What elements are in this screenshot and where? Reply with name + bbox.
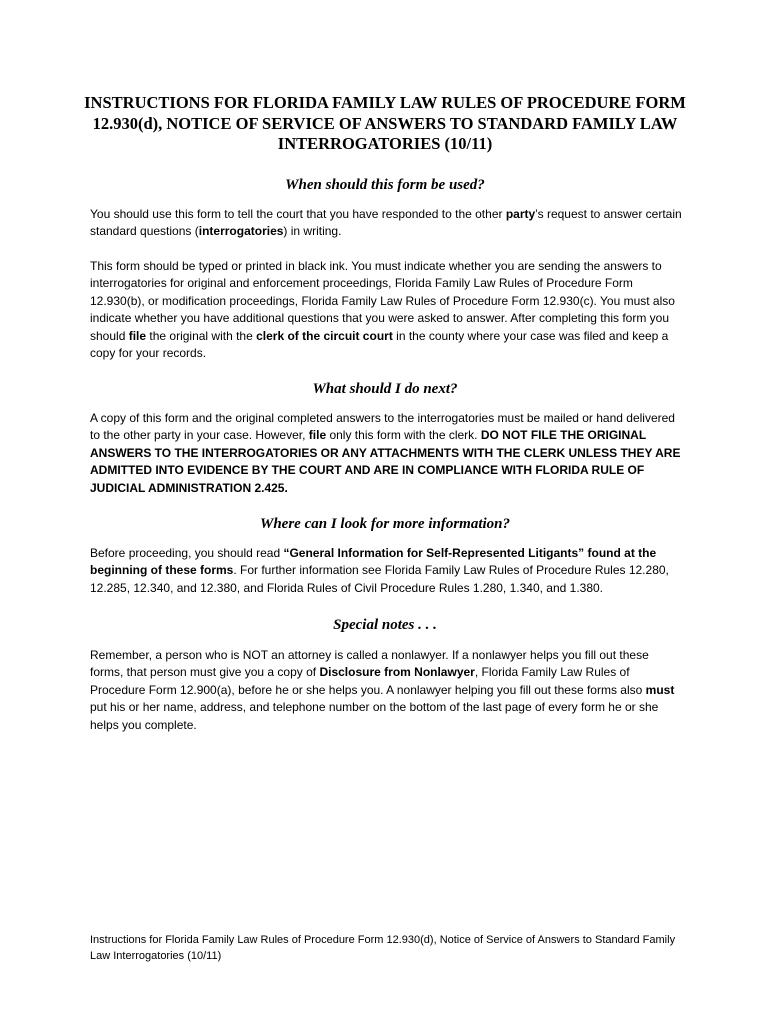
paragraph-special-notes: Remember, a person who is NOT an attorney is called a nonlawyer. If a nonlawyer helps you fill out these forms, that person must give you a copy of Disclosure from Nonlawyer, Florida Family Law Rules of Procedure Form 12.900(a), before he or she helps you. A nonlawyer helping you fill out these forms also must put his or her name, address, and telephone number on the bottom of the last page of every form he or she helps you complete. bbox=[90, 648, 675, 732]
document-title: INSTRUCTIONS FOR FLORIDA FAMILY LAW RULES OF PROCEDURE FORM 12.930(d), NOTICE OF SERVICE OF ANSWERS TO STANDARD FAMILY LAW INTERROGATORIES (10/11) bbox=[84, 93, 686, 153]
paragraph-instructions: This form should be typed or printed in black ink. You must indicate whether you are sending the answers to interrogatories for original and enforcement proceedings, Florida Family Law Rules of Procedure Form 12.930(b), or modification proceedings, Florida Family Law Rules of Procedure Form 12.930(c). You must also indicate whether you have additional questions that you were asked to answer. After completing this form you should file the original with the clerk of the circuit court in the county where your case was filed and keep a copy for your records. bbox=[90, 259, 675, 361]
term-file: file bbox=[128, 328, 147, 343]
section-heading-more-info: Where can I look for more information? bbox=[259, 516, 511, 532]
paragraph-purpose: You should use this form to tell the court that you have responded to the other party’s request to answer certain standard questions (interrogatories) in writing. bbox=[90, 207, 682, 239]
page-footer: Instructions for Florida Family Law Rules of Procedure Form 12.930(d), Notice of Service of Answers to Standard Family Law Interrogatories (10/11) bbox=[90, 934, 676, 962]
section-heading-when-used: When should this form be used? bbox=[285, 177, 485, 193]
term-file-2: file bbox=[308, 428, 327, 443]
term-general-information: “General Information for Self-Represented Litigants” found at the beginning of these forms bbox=[90, 546, 657, 578]
term-disclosure: Disclosure from Nonlawyer bbox=[319, 665, 475, 680]
term-clerk: clerk of the circuit court bbox=[256, 328, 393, 343]
term-interrogatories: interrogatories bbox=[198, 224, 284, 239]
paragraph-more-info: Before proceeding, you should read “General Information for Self-Represented Litigants” found at the beginning of these forms. For further information see Florida Family Law Rules of Procedure Rules 12.280, 12.285, 12.340, and 12.380, and Florida Rules of Civil Procedure Rules 1.280, 1.340, and 1.380. bbox=[90, 546, 669, 595]
paragraph-next-steps: A copy of this form and the original completed answers to the interrogatories must be mailed or hand delivered to the other party in your case. However, file only this form with the clerk. DO NOT FILE THE ORIGINAL ANSWERS TO THE INTERROGATORIES OR ANY ATTACHMENTS WITH THE CLERK UNLESS THEY ARE ADMITTED INTO EVIDENCE BY THE COURT AND ARE IN COMPLIANCE WITH FLORIDA RULE OF JUDICIAL ADMINISTRATION 2.425. bbox=[90, 411, 681, 495]
warning-do-not-file: DO NOT FILE THE ORIGINAL ANSWERS TO THE INTERROGATORIES OR ANY ATTACHMENTS WITH THE CLERK UNLESS THEY ARE ADMITTED INTO EVIDENCE BY THE COURT AND ARE IN COMPLIANCE WITH FLORIDA RULE OF JUDICIAL ADMINISTRATION 2.425. bbox=[90, 428, 681, 495]
term-must: must bbox=[645, 682, 675, 697]
section-heading-what-next: What should I do next? bbox=[312, 381, 458, 397]
section-heading-special-notes: Special notes . . . bbox=[333, 617, 437, 633]
term-party: party bbox=[505, 207, 536, 221]
